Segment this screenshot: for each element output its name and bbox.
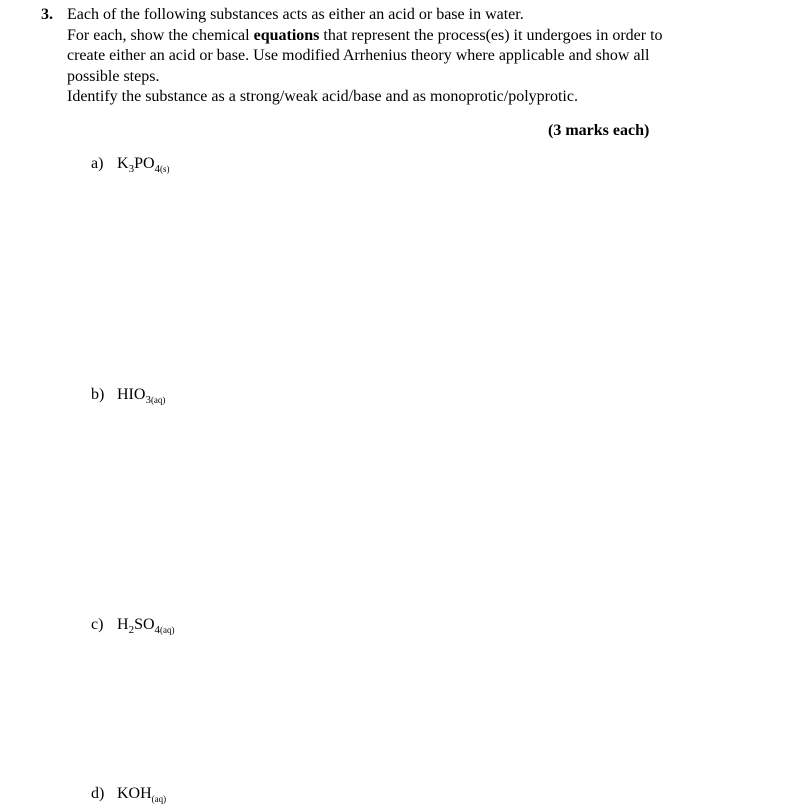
part-d-state: (aq) xyxy=(151,794,167,804)
part-a-label: a) xyxy=(91,155,104,172)
equations-emphasis: equations xyxy=(253,26,320,44)
part-c-subscript-1: 2 xyxy=(128,624,135,636)
question-line-2-end: that represent the process(es) it undergoes in order to xyxy=(319,26,663,44)
part-c-label: c) xyxy=(91,616,104,633)
part-d-label: d) xyxy=(91,785,105,802)
part-c-subscript-2: 4 xyxy=(154,624,161,636)
question-line-3: create either an acid or base. Use modified Arrhenius theory where applicable and show all xyxy=(67,47,650,64)
part-a-formula xyxy=(117,155,170,175)
part-d xyxy=(91,784,166,804)
part-a-subscript-1: 3 xyxy=(128,163,135,175)
question-line-4: possible steps. xyxy=(67,67,160,85)
part-d-formula xyxy=(117,785,166,802)
part-c-element-h: H xyxy=(117,616,129,633)
part-b-element-hio: HIO xyxy=(117,386,146,403)
question-text xyxy=(67,5,767,108)
question-number: 3. xyxy=(41,6,53,23)
marks-note: (3 marks each) xyxy=(548,122,650,139)
part-c-formula xyxy=(117,616,175,636)
part-a-element-k: K xyxy=(117,155,129,172)
question-line-5: Identify the substance as a strong/weak acid/base and as monoprotic/polyprotic. xyxy=(67,88,578,105)
part-b-formula xyxy=(117,386,166,406)
part-c-element-so: SO xyxy=(134,616,155,633)
part-c-state: (aq) xyxy=(160,625,175,635)
part-c xyxy=(91,615,175,635)
part-a-subscript-2: 4 xyxy=(154,163,161,175)
part-d-element-koh: KOH xyxy=(117,785,152,802)
part-b-state: (aq) xyxy=(150,395,166,405)
part-b-label: b) xyxy=(91,386,105,403)
part-a-element-po: PO xyxy=(134,155,155,172)
part-a xyxy=(91,154,170,174)
part-b-subscript-1: 3 xyxy=(145,394,151,406)
question-line-2-start: For each, show the chemical xyxy=(67,26,254,44)
part-b xyxy=(91,385,165,405)
question-line-2 xyxy=(67,26,767,47)
question-line-1: Each of the following substances acts as either an acid or base in water. xyxy=(67,6,524,23)
part-a-state: (s) xyxy=(160,164,170,174)
